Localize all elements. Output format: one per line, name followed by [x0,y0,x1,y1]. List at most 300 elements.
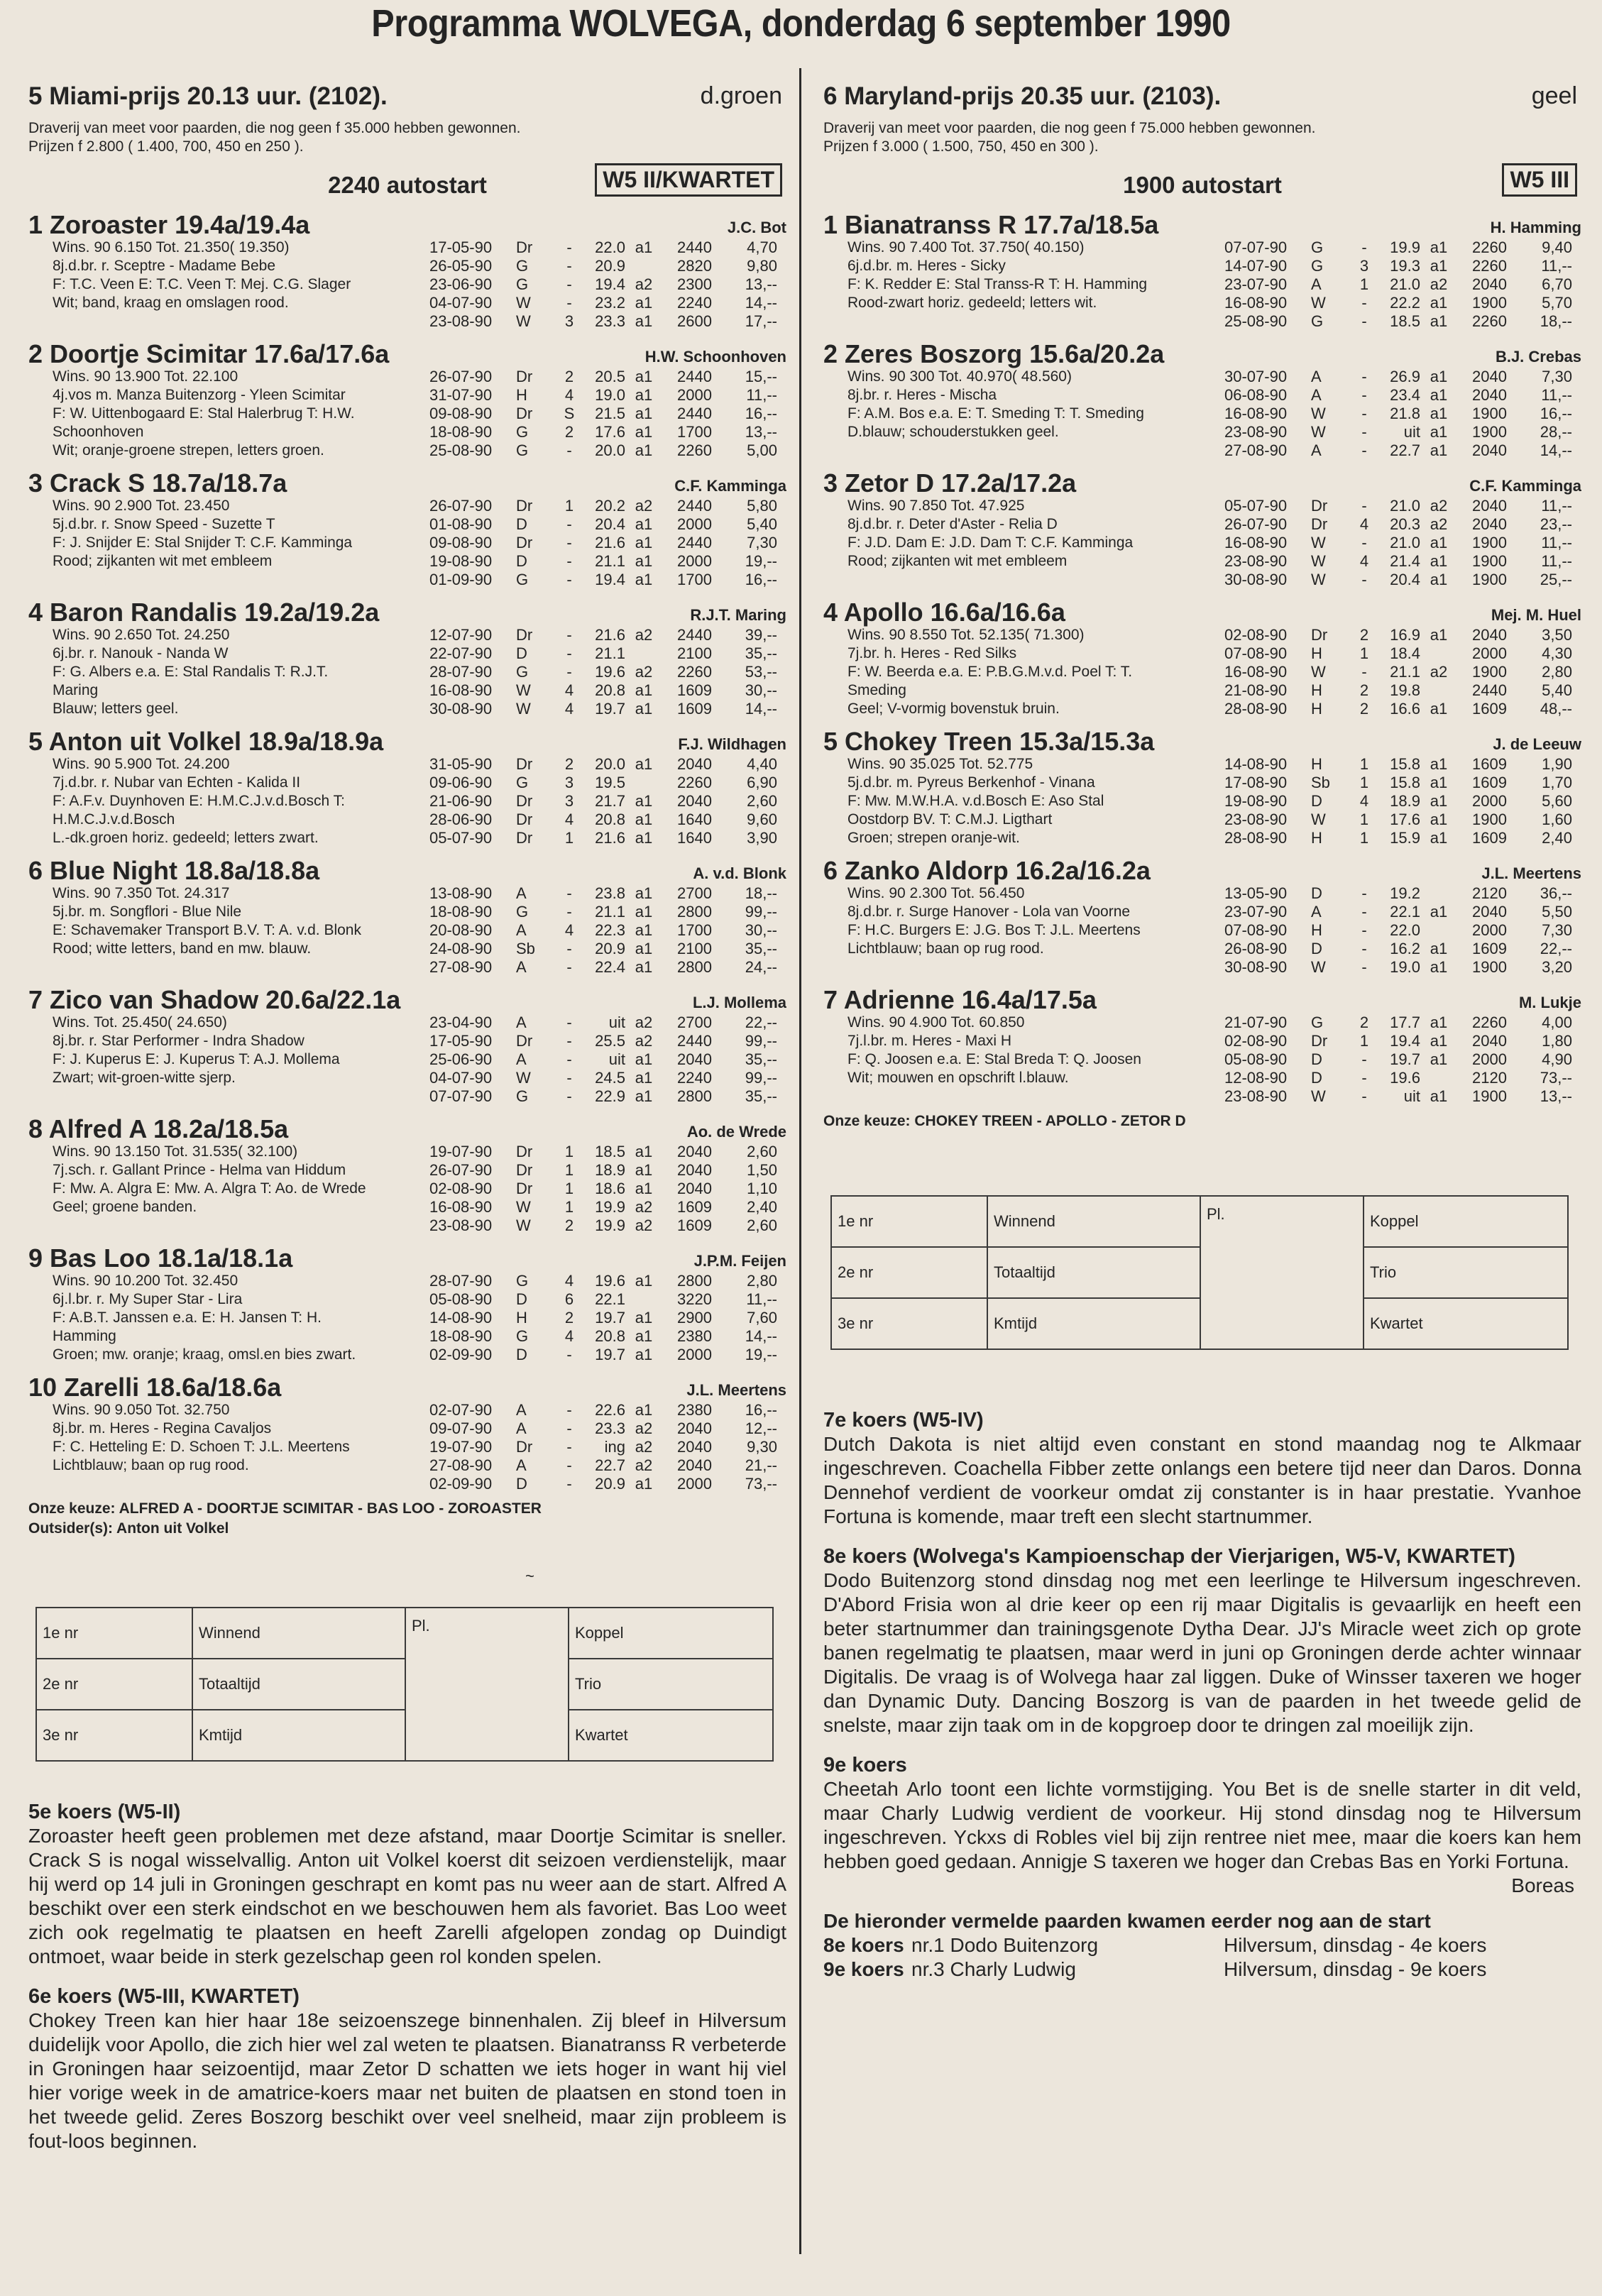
run-rank: a1 [1430,238,1448,256]
run-place: 2 [564,1216,574,1234]
horse-entry [28,1243,786,1364]
results-row [831,1247,1568,1298]
run-time: 15.8 [1390,755,1420,773]
run-odds: 5,50 [1542,903,1572,921]
run-row [429,497,786,515]
run-rank: a1 [635,921,653,939]
run-place: - [566,1401,572,1419]
run-row [1224,921,1581,940]
run-time: 20.4 [1390,571,1420,588]
run-track: A [516,1050,527,1068]
run-row [1224,405,1581,423]
run-rank: a1 [1430,811,1448,828]
run-rank: a2 [1430,663,1448,681]
run-place: 4 [564,681,574,699]
run-time: 22.0 [595,238,625,256]
run-track: A [516,1419,527,1437]
horse-name: 9 Bas Loo 18.1a/18.1a [28,1243,293,1273]
run-date: 31-05-90 [429,755,493,773]
run-time: 19.6 [595,1272,625,1290]
placed-cell: Pl. [1200,1196,1364,1349]
run-rank: a1 [1430,571,1448,588]
run-row [429,1272,786,1290]
run-rank: a1 [1430,552,1448,570]
run-track: D [1311,940,1322,957]
run-odds: 18,-- [745,884,777,902]
run-distance: 1900 [1472,811,1507,828]
run-date: 05-08-90 [1224,1050,1288,1068]
run-time: 21.6 [595,829,625,847]
run-track: A [1311,903,1322,921]
run-track: Sb [516,940,535,957]
run-distance: 2260 [677,663,712,681]
run-place: - [1361,663,1367,681]
run-date: 19-08-90 [429,552,493,570]
run-rank: a1 [635,1069,653,1087]
run-date: 30-08-90 [429,700,493,718]
run-track: Dr [516,792,533,810]
run-track: D [516,1346,527,1363]
run-row [429,294,786,312]
run-distance: 2000 [1472,921,1507,939]
driver-name: J.P.M. Feijen [693,1252,786,1270]
placed-cell: Pl. [405,1608,569,1761]
run-track: Dr [516,1032,533,1050]
run-distance: 2900 [677,1309,712,1326]
run-distance: 1700 [677,423,712,441]
run-place: 1 [564,829,574,847]
run-rank: a1 [635,238,653,256]
run-distance: 1900 [1472,958,1507,976]
info-line: Maring [53,682,99,698]
run-place: - [1361,368,1367,385]
run-odds: 99,-- [745,1069,777,1087]
our-picks: Onze keuze: ALFRED A - DOORTJE SCIMITAR - BAS LOO - ZOROASTER [28,1500,542,1517]
run-place: - [1361,534,1367,551]
run-time: 21.1 [595,644,625,662]
run-place: - [1361,238,1367,256]
run-rank: a1 [635,1272,653,1290]
run-row [1224,1050,1581,1069]
run-distance: 2440 [677,405,712,422]
run-distance: 2040 [1472,368,1507,385]
run-date: 02-07-90 [429,1401,493,1419]
run-place: 3 [564,774,574,791]
horse-entry [823,856,1581,977]
run-place: - [566,1032,572,1050]
run-track: H [1311,755,1322,773]
run-odds: 9,60 [747,811,777,828]
run-place: 4 [564,700,574,718]
run-time: uit [608,1014,625,1031]
run-date: 07-08-90 [1224,644,1288,662]
results-table [830,1195,1569,1350]
info-line: Wins. Tot. 25.450( 24.650) [53,1014,227,1031]
run-odds: 35,-- [745,940,777,957]
info-line: Geel; groene banden. [53,1199,197,1215]
run-odds: 3,20 [1542,958,1572,976]
run-distance: 1609 [677,700,712,718]
run-row [1224,903,1581,921]
run-rank: a1 [1430,792,1448,810]
run-odds: 14,-- [745,1327,777,1345]
run-distance: 2000 [677,515,712,533]
horse-entry [28,1114,786,1235]
results-cell: Totaaltijd [192,1659,405,1710]
run-odds: 28,-- [1540,423,1572,441]
info-line: Wins. 90 7.400 Tot. 37.750( 40.150) [847,239,1085,256]
run-date: 23-08-90 [1224,423,1288,441]
run-date: 21-07-90 [1224,1014,1288,1031]
run-place: - [566,903,572,921]
run-rank: a2 [635,1419,653,1437]
run-row [1224,515,1581,534]
run-time: 20.0 [595,441,625,459]
horse-details [28,884,786,977]
info-line: Groen; mw. oranje; kraag, omsl.en bies zwart. [53,1346,356,1363]
run-date: 16-08-90 [429,681,493,699]
info-line: F: Mw. M.W.H.A. v.d.Bosch E: Aso Stal [847,793,1104,809]
run-distance: 1609 [1472,829,1507,847]
our-picks: Onze keuze: CHOKEY TREEN - APOLLO - ZETOR D [823,1113,1186,1129]
run-time: 25.5 [595,1032,625,1050]
run-date: 23-06-90 [429,275,493,293]
info-line: F: A.F.v. Duynhoven E: H.M.C.J.v.d.Bosch T: [53,793,345,809]
run-time: 19.4 [1390,1032,1420,1050]
run-distance: 2440 [677,534,712,551]
run-distance: 2000 [677,386,712,404]
run-row [1224,571,1581,589]
run-rank: a1 [1430,386,1448,404]
info-line: 8j.d.br. r. Deter d'Aster - Relia D [847,516,1058,532]
run-row [429,423,786,441]
run-row [429,515,786,534]
run-rank: a1 [1430,257,1448,275]
run-time: 20.3 [1390,515,1420,533]
run-date: 12-07-90 [429,626,493,644]
run-row [1224,1087,1581,1106]
run-row [429,1438,786,1456]
run-time: 19.6 [595,663,625,681]
run-time: 22.4 [595,958,625,976]
run-place: - [566,571,572,588]
run-track: Dr [516,238,533,256]
run-row [429,238,786,257]
run-rank: a1 [635,552,653,570]
run-row [1224,497,1581,515]
horse-details [823,497,1581,589]
info-line: Groen; strepen oranje-wit. [847,830,1020,846]
info-line: H.M.C.J.v.d.Bosch [53,811,175,828]
run-time: 21.7 [595,792,625,810]
run-distance: 1700 [677,571,712,588]
horse-details [28,497,786,589]
run-row [429,441,786,460]
section-title: 6e koers (W5-III, KWARTET) [28,1985,300,2008]
run-odds: 4,70 [747,238,777,256]
run-track: G [516,663,529,681]
run-date: 28-07-90 [429,663,493,681]
run-rank: a1 [635,1050,653,1068]
run-odds: 5,80 [747,497,777,515]
run-time: 17.7 [1390,1014,1420,1031]
run-distance: 2440 [677,238,712,256]
horse-name: 6 Blue Night 18.8a/18.8a [28,856,320,885]
info-line: Wins. 90 35.025 Tot. 52.775 [847,756,1033,772]
run-rank: a1 [1430,368,1448,385]
run-distance: 2040 [1472,515,1507,533]
run-distance: 1609 [1472,755,1507,773]
info-line: F: W. Uittenbogaard E: Stal Halerbrug T: H.W. [53,405,355,422]
run-date: 17-08-90 [1224,774,1288,791]
run-odds: 13,-- [745,423,777,441]
run-place: - [1361,1050,1367,1068]
run-row [429,1032,786,1050]
horse-list [823,210,1581,1106]
run-time: 23.3 [595,1419,625,1437]
run-distance: 2000 [677,552,712,570]
run-row [429,626,786,644]
info-line: Wins. 90 4.900 Tot. 60.850 [847,1014,1025,1031]
run-rank: a1 [635,441,653,459]
run-date: 16-08-90 [1224,534,1288,551]
results-row [36,1608,773,1659]
run-distance: 2040 [1472,275,1507,293]
run-time: ing [604,1438,625,1456]
run-track: G [516,571,529,588]
run-place: 6 [564,1290,574,1308]
results-cell: Winnend [192,1608,405,1659]
run-distance: 2240 [677,294,712,312]
run-date: 30-08-90 [1224,958,1288,976]
run-date: 16-08-90 [1224,405,1288,422]
info-line: Oostdorp BV. T: C.M.J. Ligthart [847,811,1053,828]
run-row [429,1050,786,1069]
run-time: 20.4 [595,515,625,533]
run-track: W [516,294,531,312]
run-track: Dr [516,534,533,551]
tilde-mark: ~ [525,1567,534,1585]
run-time: 22.9 [595,1087,625,1105]
run-track: Dr [516,829,533,847]
run-time: 19.7 [595,1309,625,1326]
run-date: 23-07-90 [1224,903,1288,921]
run-odds: 9,30 [747,1438,777,1456]
run-place: - [566,958,572,976]
run-row [429,405,786,423]
horse-info [823,755,1224,847]
results-cell: Trio [569,1659,773,1710]
info-line: Wins. 90 13.900 Tot. 22.100 [53,368,238,385]
run-time: 21.4 [1390,552,1420,570]
run-time: 23.8 [595,884,625,902]
run-track: H [516,1309,527,1326]
run-place: - [566,238,572,256]
driver-name: J.L. Meertens [1481,864,1581,882]
run-row [1224,1032,1581,1050]
run-time: 19.9 [595,1198,625,1216]
run-row [429,1143,786,1161]
run-distance: 1900 [1472,663,1507,681]
race-prizes: Prijzen f 2.800 ( 1.400, 700, 450 en 250 ). [28,138,304,155]
run-date: 14-08-90 [1224,755,1288,773]
horse-details [28,368,786,460]
run-date: 06-08-90 [1224,386,1288,404]
run-track: G [1311,1014,1324,1031]
run-date: 30-07-90 [1224,368,1288,385]
run-time: 19.4 [595,275,625,293]
run-track: Dr [516,1161,533,1179]
run-date: 09-06-90 [429,774,493,791]
run-date: 31-07-90 [429,386,493,404]
run-date: 26-05-90 [429,257,493,275]
horse-details [823,238,1581,331]
info-line: 8j.br. r. Star Performer - Indra Shadow [53,1033,305,1049]
run-odds: 5,40 [1542,681,1572,699]
info-line: 4j.vos m. Manza Buitenzorg - Yleen Scimitar [53,387,346,403]
driver-name: H.W. Schoonhoven [644,348,786,366]
run-time: 19.7 [1390,1050,1420,1068]
run-date: 02-09-90 [429,1346,493,1363]
run-date: 16-08-90 [429,1198,493,1216]
run-odds: 6,70 [1542,275,1572,293]
run-place: - [1361,405,1367,422]
info-line: Rood; zijkanten wit met embleem [847,553,1068,569]
run-row [429,1309,786,1327]
run-odds: 1,70 [1542,774,1572,791]
section-title: 8e koers (Wolvega's Kampioenschap der Vierjarigen, W5-V, KWARTET) [823,1545,1515,1568]
run-distance: 1900 [1472,552,1507,570]
run-time: 23.3 [595,312,625,330]
horse-header [28,985,786,1014]
run-distance: 2600 [677,312,712,330]
horse-header [28,339,786,368]
run-rank: a1 [635,884,653,902]
results-row [831,1196,1568,1247]
run-rank: a2 [635,1198,653,1216]
run-distance: 2260 [677,441,712,459]
run-rank: a1 [635,958,653,976]
run-date: 28-08-90 [1224,829,1288,847]
run-distance: 2040 [1472,386,1507,404]
run-track: D [1311,792,1322,810]
horse-header [823,856,1581,884]
run-odds: 1,10 [747,1180,777,1197]
run-time: 18.5 [595,1143,625,1160]
driver-name: M. Lukje [1518,994,1581,1011]
run-date: 20-08-90 [429,921,493,939]
info-line: Rood; witte letters, band en mw. blauw. [53,940,312,957]
spacer [28,1539,786,1607]
run-rank: a1 [1430,829,1448,847]
run-distance: 2040 [677,1438,712,1456]
run-date: 01-08-90 [429,515,493,533]
info-line: F: J. Snijder E: Stal Snijder T: C.F. Kamminga [53,534,353,551]
section-text: Chokey Treen kan hier haar 18e seizoenszege binnenhalen. Zij bleef in Hilversum duidelijk voor Apollo, die zich hier wel zal weten te plaatsen. Bianatranss R verbeterde in Groningen haar seizoentijd, maar Zetor D schatten we iets hoger in want hij viel hier vorige week in de amatrice-koers maar net buiten de plaatsen en stond toen in het tweede gelid. Zeres Boszorg beschikt over veel snelheid, maar zijn probleem is fout-loos beginnen. [28,2009,786,2152]
run-date: 18-08-90 [429,903,493,921]
run-rank: a1 [635,1309,653,1326]
horse-details [823,755,1581,847]
run-place: 2 [564,423,574,441]
horse-header [823,339,1581,368]
run-distance: 1609 [677,1216,712,1234]
run-row [429,663,786,681]
run-track: A [1311,368,1322,385]
run-date: 26-07-90 [429,497,493,515]
run-place: - [566,1050,572,1068]
info-line: Lichtblauw; baan op rug rood. [53,1457,249,1473]
run-time: 18.6 [595,1180,625,1197]
info-line: E: Schavemaker Transport B.V. T: A. v.d. Blonk [53,922,361,938]
run-row [429,755,786,774]
run-place: 1 [1359,644,1369,662]
run-time: 19.0 [595,386,625,404]
run-row [1224,257,1581,275]
run-odds: 24,-- [745,958,777,976]
race-title: 6 Maryland-prijs 20.35 uur. (2103). [823,82,1222,110]
run-time: 22.6 [595,1401,625,1419]
run-track: Dr [1311,497,1328,515]
run-time: 16.2 [1390,940,1420,957]
run-place: - [566,515,572,533]
horse-header [823,727,1581,755]
run-track: A [516,958,527,976]
horse-info [823,497,1224,589]
run-track: G [516,1272,529,1290]
run-row [429,1456,786,1475]
run-odds: 7,30 [747,534,777,551]
run-track: Dr [516,1438,533,1456]
run-time: 21.8 [1390,405,1420,422]
run-rank: a1 [1430,700,1448,718]
recent-runs [1224,755,1581,847]
run-odds: 30,-- [745,681,777,699]
run-rank: a2 [635,626,653,644]
run-distance: 2040 [1472,441,1507,459]
run-distance: 2100 [677,644,712,662]
run-row [429,1069,786,1087]
run-rank: a2 [1430,497,1448,515]
run-place: 1 [564,1143,574,1160]
run-place: - [566,1069,572,1087]
run-row [429,552,786,571]
run-row [1224,940,1581,958]
info-line: 5j.d.br. r. Snow Speed - Suzette T [53,516,275,532]
run-track: Dr [1311,626,1328,644]
run-place: - [566,275,572,293]
run-time: 23.2 [595,294,625,312]
info-line: Wins. 90 300 Tot. 40.970( 48.560) [847,368,1072,385]
run-track: H [1311,681,1322,699]
horse-header [823,210,1581,238]
horse-name: 3 Crack S 18.7a/18.7a [28,468,287,498]
horse-entry [28,1373,786,1493]
race-color: d.groen [700,82,782,109]
run-odds: 4,00 [1542,1014,1572,1031]
run-track: W [1311,571,1326,588]
run-time: 20.9 [595,257,625,275]
run-rank: a1 [635,1180,653,1197]
run-odds: 35,-- [745,644,777,662]
run-track: D [516,644,527,662]
section-title: 7e koers (W5-IV) [823,1409,984,1432]
run-track: W [516,1216,531,1234]
run-track: G [516,441,529,459]
spacer [28,1762,786,1784]
run-track: W [1311,663,1326,681]
info-line: F: C. Hetteling E: D. Schoen T: J.L. Meertens [53,1439,350,1455]
run-odds: 12,-- [745,1419,777,1437]
